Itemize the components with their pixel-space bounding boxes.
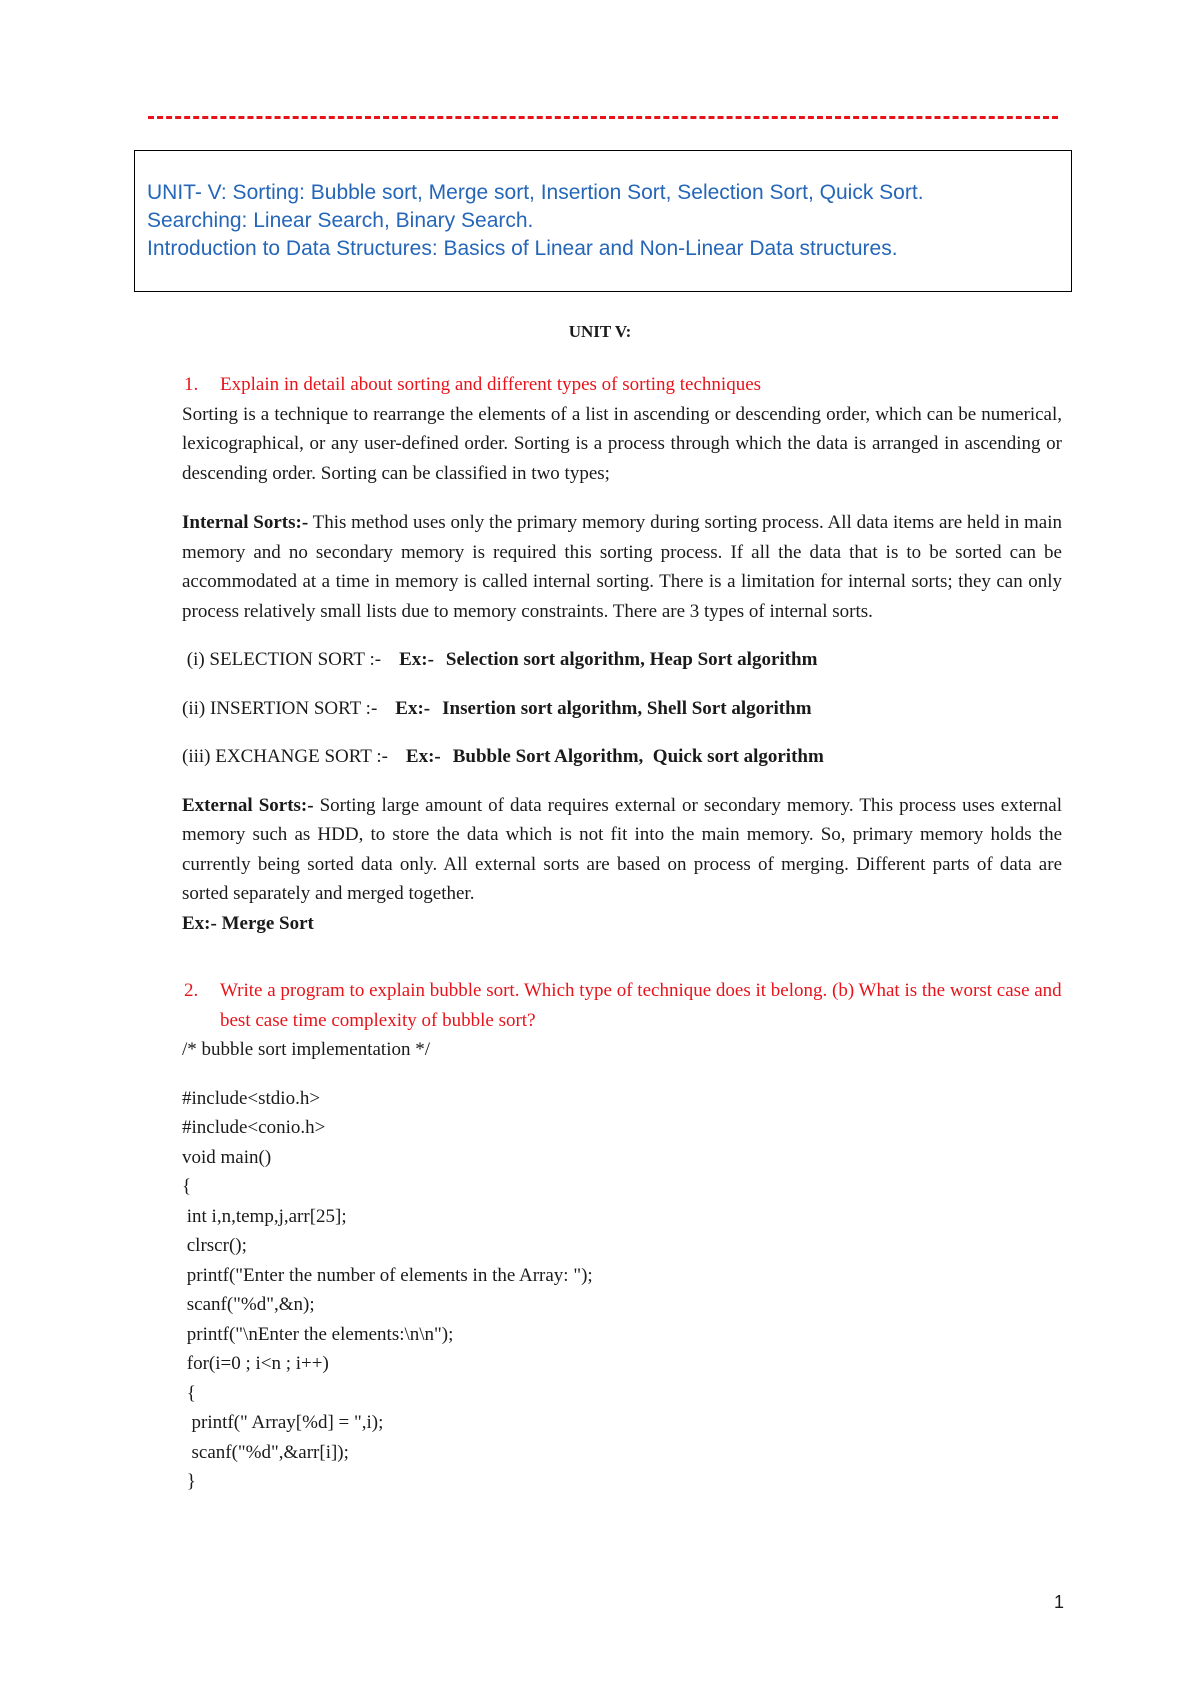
external-sorts-paragraph <box>182 791 1062 909</box>
sorting-intro-paragraph: Sorting is a technique to rearrange the elements of a list in ascending or descending order, which can be numerical, lexicographical, or any user-defined order. Sorting is a process through which the data is arranged in ascending or descending order. Sorting can be classified in two types; <box>182 403 1062 484</box>
sort-type-label: (ii) INSERTION SORT :- <box>182 697 378 719</box>
code-line: scanf("%d",&n); <box>182 1294 315 1315</box>
internal-sorts-text: This method uses only the primary memory during sorting process. All data items are held in main memory and no secondary memory is required this sorting process. If all the data that is to be sorted can be accommodated at a time in memory is called internal sorting. There is a limitation for internal sorts; they can only process relatively small lists due to memory constraints. There are 3 types of internal sorts. <box>182 512 1062 622</box>
code-comment: /* bubble sort implementation */ <box>182 1039 431 1060</box>
external-sorts-example: Ex:- Merge Sort <box>182 912 314 934</box>
question-2-text: Write a program to explain bubble sort. Which type of technique does it belong. (b) What is the worst case and best case time complexity of bubble sort? <box>220 980 1062 1031</box>
sort-type-label: (iii) EXCHANGE SORT :- <box>182 746 388 767</box>
sort-type-algos: Selection sort algorithm, Heap Sort algorithm <box>445 649 818 670</box>
question-1-number: 1. <box>184 374 199 395</box>
code-line: void main() <box>182 1146 272 1168</box>
sort-type-ex: Ex:- <box>399 649 434 670</box>
sort-type-label: (i) SELECTION SORT :- <box>182 649 382 670</box>
code-line: { <box>182 1176 192 1197</box>
unit-box-line-1: UNIT- V: Sorting: Bubble sort, Merge sort, Insertion Sort, Selection Sort, Quick Sort. <box>147 181 924 204</box>
question-2-number: 2. <box>184 980 199 1001</box>
internal-sorts-paragraph <box>182 508 1062 626</box>
question-1-title <box>182 370 1062 400</box>
code-line: int i,n,temp,j,arr[25]; <box>182 1205 347 1227</box>
unit-box-line-3: Introduction to Data Structures: Basics of Linear and Non-Linear Data structures. <box>147 237 898 260</box>
external-sorts-text: Sorting large amount of data requires external or secondary memory. This process uses external memory such as HDD, to store the data which is not fit into the main memory. So, primary memory holds the currently being sorted data only. All external sorts are based on process of merging. Different parts of data are sorted separately and merged together. <box>182 794 1062 904</box>
code-line: #include<conio.h> <box>182 1117 326 1138</box>
document-body <box>182 370 1062 1497</box>
unit-summary-box <box>134 150 1072 292</box>
sort-type-selection <box>182 645 1062 675</box>
sort-type-algos: Bubble Sort Algorithm, Quick sort algorithm <box>452 746 824 767</box>
code-line: scanf("%d",&arr[i]); <box>182 1441 349 1463</box>
code-line: for(i=0 ; i<n ; i++) <box>182 1353 329 1374</box>
page-number: 1 <box>1054 1592 1065 1612</box>
code-line: printf("Enter the number of elements in the Array: "); <box>182 1264 593 1286</box>
sort-type-ex: Ex:- <box>395 697 431 719</box>
code-line: printf(" Array[%d] = ",i); <box>182 1412 384 1433</box>
internal-sorts-label: Internal Sorts:- <box>182 512 309 533</box>
unit-heading: UNIT V: <box>568 322 632 341</box>
external-sorts-label: External Sorts:- <box>182 794 314 816</box>
unit-box-line-2: Searching: Linear Search, Binary Search. <box>147 209 534 232</box>
code-line: #include<stdio.h> <box>182 1087 321 1109</box>
code-line: { <box>182 1382 196 1404</box>
code-line: printf("\nEnter the elements:\n\n"); <box>182 1323 454 1345</box>
code-block <box>182 1084 1062 1497</box>
sort-type-algos: Insertion sort algorithm, Shell Sort algorithm <box>442 697 812 719</box>
sort-type-exchange <box>182 742 1062 772</box>
code-line: } <box>182 1471 196 1492</box>
question-2-title <box>182 976 1062 1035</box>
dashed-separator <box>148 116 1058 119</box>
sort-type-ex: Ex:- <box>405 746 441 767</box>
code-line: clrscr(); <box>182 1235 247 1256</box>
sort-type-insertion <box>182 694 1062 724</box>
question-1-text: Explain in detail about sorting and different types of sorting techniques <box>220 374 762 395</box>
